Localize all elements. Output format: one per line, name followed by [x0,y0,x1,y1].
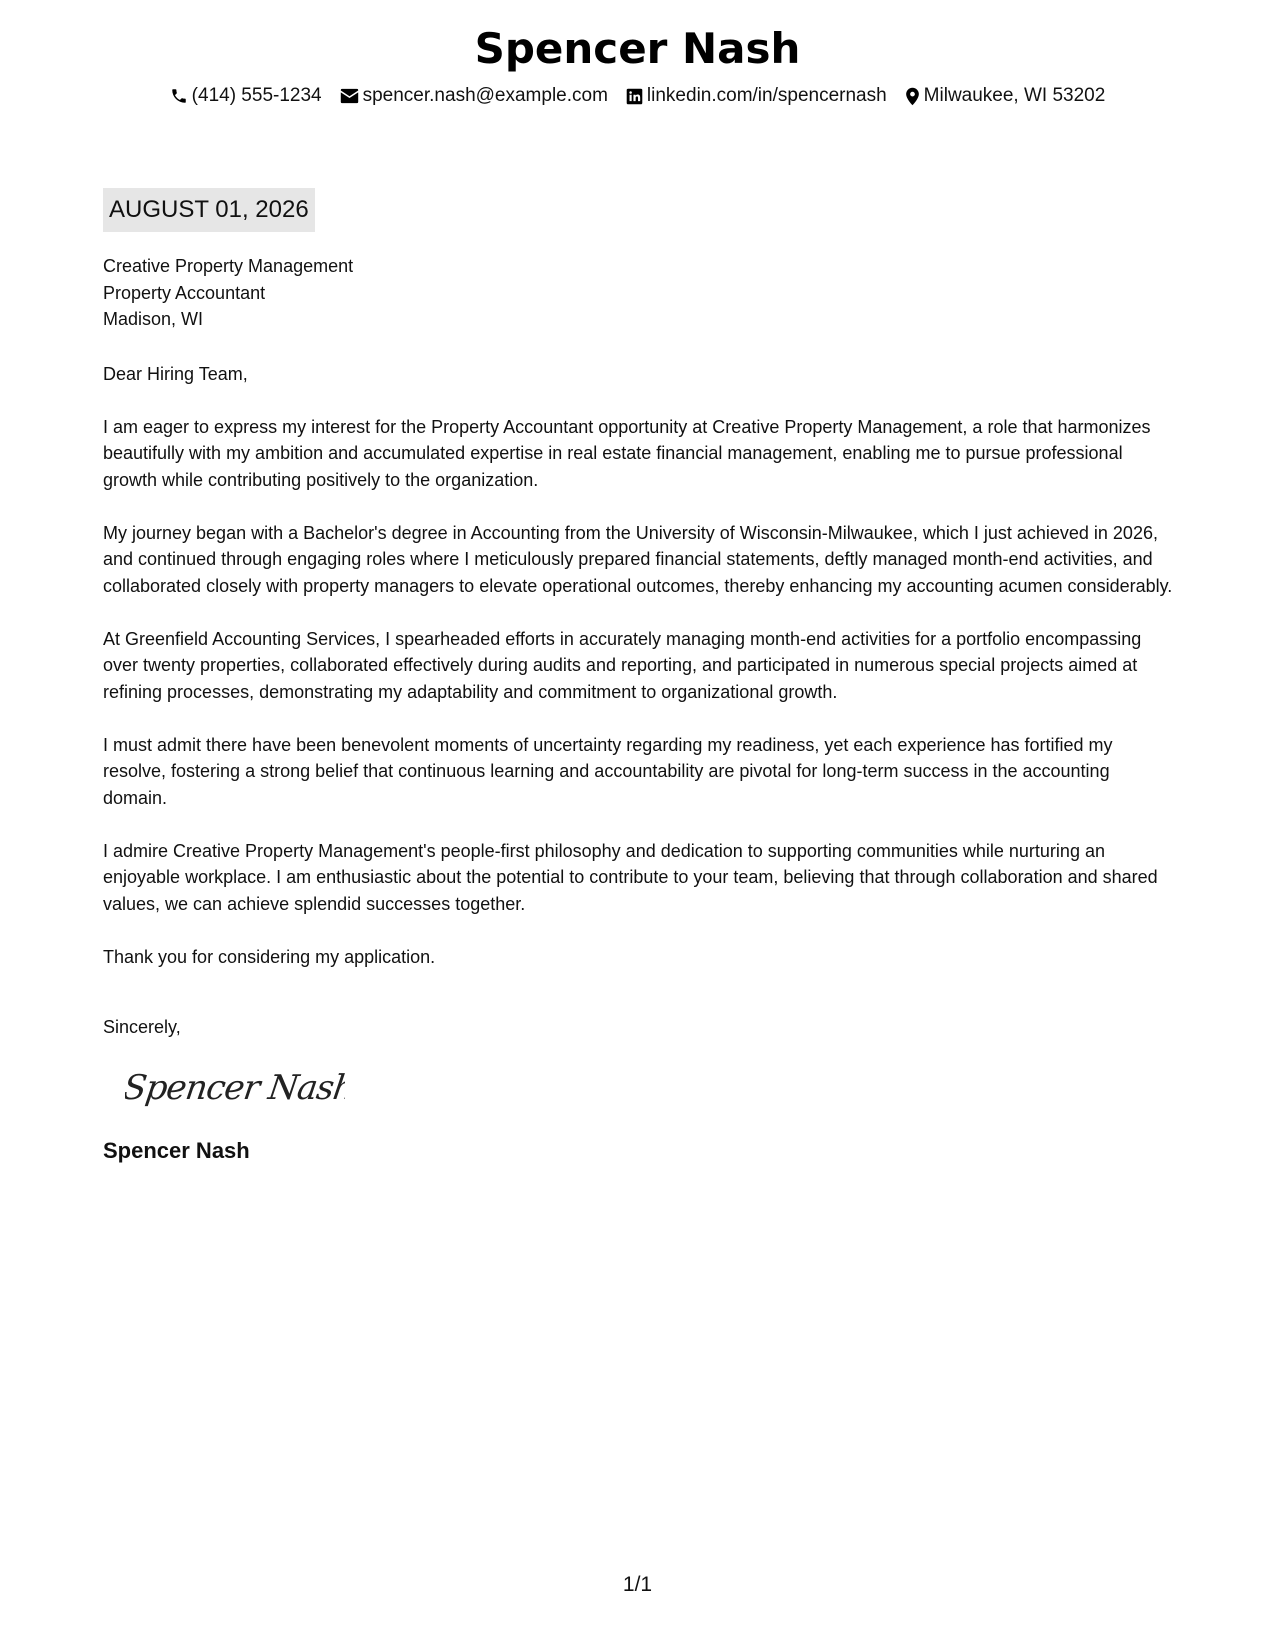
recipient-position: Property Accountant [103,282,266,303]
body-paragraph: I admire Creative Property Management's people-first philosophy and dedication to supporting communities while nurturing an enjoyable workplace. I am enthusiastic about the potential to contribute to your team, believing that through collaboration and shared values, we can achieve splendid successes together. [103,840,1158,914]
contact-email [340,84,608,108]
contact-linkedin [626,84,887,108]
contact-phone [170,84,322,108]
envelope-icon [340,88,359,104]
recipient-company: Creative Property Management [103,256,354,276]
applicant-name: Spencer Nash [474,24,801,73]
linkedin-text: linkedin.com/in/spencernash [646,85,887,106]
signature-image [125,1063,345,1113]
linkedin-icon [626,88,643,105]
body-paragraph: At Greenfield Accounting Services, I spearheaded efforts in accurately managing month-end activities for a portfolio encompassing over twenty properties, collaborated effectively during audits and reporting, and participated in numerous special projects aimed at refining processes, demonstrating my adaptability and commitment to organizational growth. [103,628,1142,702]
email-text: spencer.nash@example.com [362,85,608,106]
page-indicator: 1/1 [622,1573,653,1596]
body-paragraph: I am eager to express my interest for the Property Accountant opportunity at Creative Property Management, a role that harmonizes beautifully with my ambition and accumulated expertise in real estate financial management, enabling me to pursue professional growth while contributing positively to the organization. [103,416,1151,490]
letter-header [0,20,1275,108]
handwritten-signature [125,1063,1178,1119]
letter-date: AUGUST 01, 2026 [103,188,315,232]
letter-body [103,253,1178,1165]
phone-text: (414) 555-1234 [191,85,322,106]
contact-info-row [0,84,1275,108]
thank-you-line: Thank you for considering my application. [103,946,436,967]
salutation: Dear Hiring Team, [103,363,248,384]
closing: Sincerely, [103,1017,181,1037]
signer-name: Spencer Nash [103,1137,250,1163]
recipient-block [103,253,1178,333]
phone-icon [170,87,188,105]
contact-location [905,84,1106,108]
recipient-location: Madison, WI [103,309,204,329]
location-text: Milwaukee, WI 53202 [923,85,1106,106]
body-paragraph: I must admit there have been benevolent moments of uncertainty regarding my readiness, yet each experience has fortified my resolve, fostering a strong belief that continuous learning and accountability are pivotal for long-term success in the accounting domain. [103,734,1113,808]
body-paragraph: My journey began with a Bachelor's degree in Accounting from the University of Wisconsin-Milwaukee, which I just achieved in 2026, and continued through engaging roles where I meticulously prepared financial statements, deftly managed month-end activities, and collaborated closely with property managers to elevate operational outcomes, thereby enhancing my accounting acumen considerably. [103,522,1173,596]
map-pin-icon [905,87,920,106]
svg-text:Spencer Nash: Spencer Nash [125,1067,345,1108]
